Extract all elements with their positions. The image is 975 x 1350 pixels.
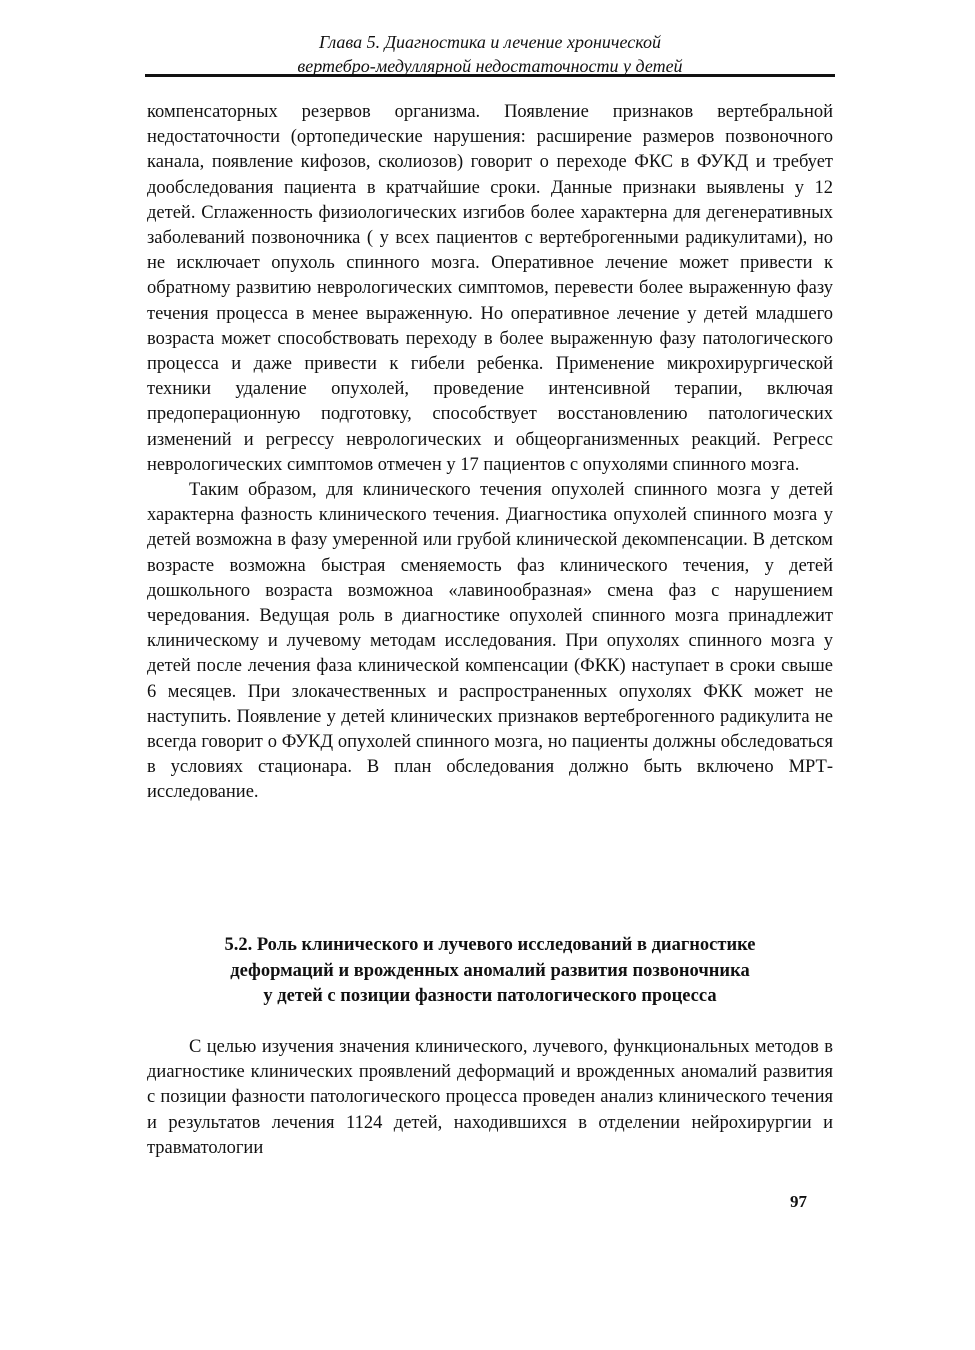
body-text (147, 100, 833, 806)
running-header-line-1: Глава 5. Диагностика и лечение хронической (319, 32, 661, 52)
page-number: 97 (790, 1192, 807, 1211)
paragraph-continued: компенсаторных резервов организма. Появление признаков вертебральной недостаточности (ортопедические нарушения: расширение размеров позвоночного канала, появление кифозов, сколиозов) говорит о переходе ФКС в ФУКД и требует дообследования пациента в кратчайшие сроки. Данные признаки выявлены у 12 детей. Сглаженность физиологических изгибов более характерна для дегенеративных заболеваний позвоночника ( у всех пациентов с вертеброгенными радикулитами), но не исключает опухоль спинного мозга. Оперативное лечение может привести к обратному развитию неврологических симптомов, перевести более выраженную фазу течения процесса в менее выраженную. Но оперативное лечение у детей младшего возраста может способствовать переходу в более выраженную фазу патологического процесса и даже привести к гибели ребенка. Применение микрохирургической техники удаление опухолей, проведение интенсивной терапии, включая предоперационную подготовку, способствует восстановлению патологических изменений и регрессу неврологических и общеорганизменных реакций. Регресс неврологических симптомов отмечен у 17 пациентов с опухолями спинного мозга. (147, 102, 833, 475)
header-rule (145, 74, 835, 77)
section-heading-line-3: у детей с позиции фазности патологического процесса (263, 986, 717, 1006)
section-text (147, 1035, 833, 1161)
section-heading-line-1: 5.2. Роль клинического и лучевого исследований в диагностике (224, 935, 756, 955)
section-heading-line-2: деформаций и врожденных аномалий развития позвоночника (230, 960, 750, 981)
section-heading (147, 933, 833, 1010)
section-paragraph: С целью изучения значения клинического, лучевого, функциональных методов в диагностике клинических проявлений деформаций и врожденных аномалий развития с позиции фазности патологического процесса проведен анализ клинического течения и результатов лечения 1124 детей, находившихся в отделении нейрохирургии и травматологии (147, 1037, 833, 1158)
running-header (145, 30, 835, 78)
running-header-line-2: вертебро-медуллярной недостаточности у детей (297, 56, 683, 76)
paragraph-conclusion: Таким образом, для клинического течения опухолей спинного мозга у детей характерна фазность клинического течения. Диагностика опухолей спинного мозга у детей возможна в фазу умеренной или грубой клинической декомпенсации. В детском возрасте возможна быстрая сменяемость фаз клинического течения, у детей дошкольного возраста возможноа «лавинообразная» смена фаз с нарушением чередования. Ведущая роль в диагностике опухолей спинного мозга принадлежит клиническому и лучевому методам исследования. При опухолях спинного мозга у детей после лечения фаза клинической компенсации (ФКК) наступает в сроки свыше 6 месяцев. При злокачественных и распространенных опухолях ФКК может не наступить. Появление у детей клинических признаков вертеброгенного радикулита не всегда говорит о ФУКД опухолей спинного мозга, но пациенты должны обследоваться в условиях стационара. В план обследования должно быть включено МРТ-исследование. (147, 480, 833, 803)
